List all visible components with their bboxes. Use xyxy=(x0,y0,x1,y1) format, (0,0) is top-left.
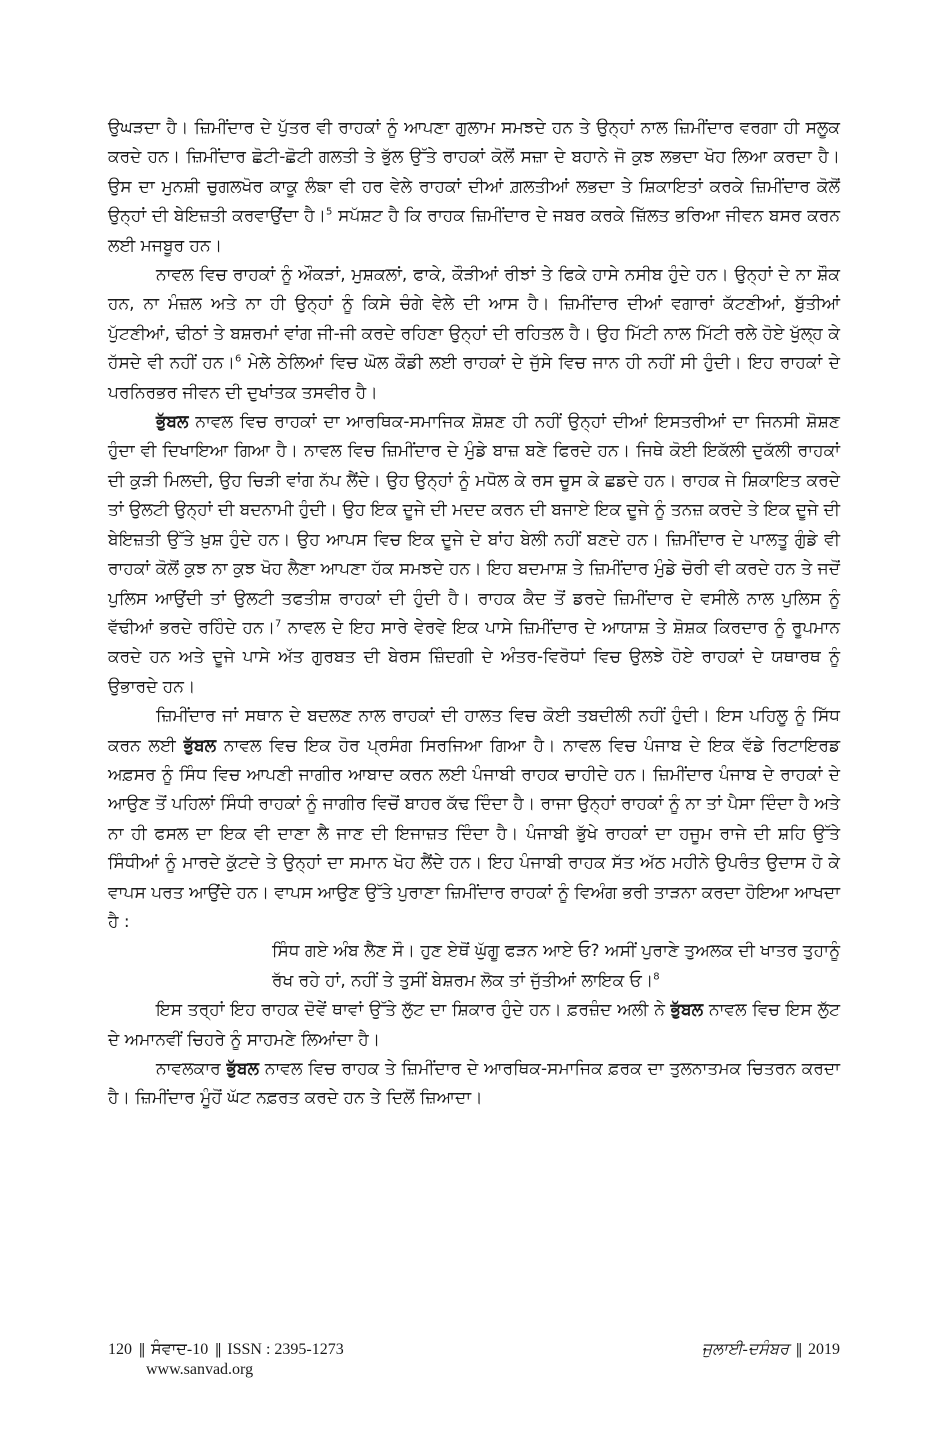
paragraph xyxy=(108,114,840,261)
paragraph-group xyxy=(108,114,840,937)
issue-year: 2019 xyxy=(808,1341,840,1358)
website-url: www.sanvad.org xyxy=(146,1361,254,1378)
paragraph xyxy=(108,1055,840,1114)
text-run: ਨਾਵਲ ਵਿਚ ਰਾਹਕਾਂ ਦਾ ਆਰਥਿਕ-ਸਮਾਜਿਕ ਸ਼ੋਸ਼ਣ ਹੀ ਨਹੀਂ ਉਨ੍ਹਾਂ ਦੀਆਂ ਇਸਤਰੀਆਂ ਦਾ ਜਿਨਸੀ ਸ਼ੋਸ਼ਣ ਹੁੰਦਾ ਵੀ ਦਿਖਾਇਆ ਗਿਆ ਹੈ। ਨਾਵਲ ਵਿਚ ਜ਼ਿਮੀਂਦਾਰ ਦੇ ਮੁੰਡੇ ਬਾਜ਼ ਬਣੇ ਫਿਰਦੇ ਹਨ। ਜਿਥੇ ਕੋਈ ਇਕੱਲੀ ਦੁਕੱਲੀ ਰਾਹਕਾਂ ਦੀ ਕੁੜੀ ਮਿਲਦੀ, ਉਹ ਚਿੜੀ ਵਾਂਗ ਨੱਪ ਲੈਂਦੇ। ਉਹ ਉਨ੍ਹਾਂ ਨੂੰ ਮਧੋਲ ਕੇ ਰਸ ਚੂਸ ਕੇ ਛਡਦੇ ਹਨ। ਰਾਹਕ ਜੇ ਸ਼ਿਕਾਇਤ ਕਰਦੇ ਤਾਂ ਉਲਟੀ ਉਨ੍ਹਾਂ ਦੀ ਬਦਨਾਮੀ ਹੁੰਦੀ। ਉਹ ਇਕ ਦੂਜੇ ਦੀ ਮਦਦ ਕਰਨ ਦੀ ਬਜਾਏ ਇਕ ਦੂਜੇ ਨੂੰ ਤਨਜ਼ ਕਰਦੇ ਤੇ ਇਕ ਦੂਜੇ ਦੀ ਬੇਇਜ਼ਤੀ ਉੱਤੇ ਖ਼ੁਸ਼ ਹੁੰਦੇ ਹਨ। ਉਹ ਆਪਸ ਵਿਚ ਇਕ ਦੂਜੇ ਦੇ ਬਾਂਹ ਬੇਲੀ ਨਹੀਂ ਬਣਦੇ ਹਨ। ਜ਼ਿਮੀਂਦਾਰ ਦੇ ਪਾਲਤੂ ਗੁੰਡੇ ਵੀ ਰਾਹਕਾਂ ਕੋਲੋਂ ਕੁਝ ਨਾ ਕੁਝ ਖੋਹ ਲੈਣਾ ਆਪਣਾ ਹੱਕ ਸਮਝਦੇ ਹਨ। ਇਹ ਬਦਮਾਸ਼ ਤੇ ਜ਼ਿਮੀਂਦਾਰ ਮੁੰਡੇ ਚੋਰੀ ਵੀ ਕਰਦੇ ਹਨ ਤੇ ਜਦੋਂ ਪੁਲਿਸ ਆਉਂਦੀ ਤਾਂ ਉਲਟੀ ਤਫਤੀਸ਼ ਰਾਹਕਾਂ ਦੀ ਹੁੰਦੀ ਹੈ। ਰਾਹਕ ਕੈਦ ਤੋਂ ਡਰਦੇ ਜ਼ਿਮੀਂਦਾਰ ਦੇ ਵਸੀਲੇ ਨਾਲ ਪੁਲਿਸ ਨੂੰ ਵੱਢੀਆਂ ਭਰਦੇ ਰਹਿੰਦੇ ਹਨ। xyxy=(108,412,840,638)
block-quote xyxy=(272,937,840,996)
footer-separator: || xyxy=(139,1341,145,1358)
text-run: ਉਘੜਦਾ ਹੈ। ਜ਼ਿਮੀਂਦਾਰ ਦੇ ਪੁੱਤਰ ਵੀ ਰਾਹਕਾਂ ਨੂੰ ਆਪਣਾ ਗੁਲਾਮ ਸਮਝਦੇ ਹਨ ਤੇ ਉਨ੍ਹਾਂ ਨਾਲ ਜ਼ਿਮੀਂਦਾਰ ਵਰਗਾ ਹੀ ਸਲੂਕ ਕਰਦੇ ਹਨ। ਜ਼ਿਮੀਂਦਾਰ ਛੋਟੀ-ਛੋਟੀ ਗਲਤੀ ਤੇ ਭੁੱਲ ਉੱਤੇ ਰਾਹਕਾਂ ਕੋਲੋਂ ਸਜ਼ਾ ਦੇ ਬਹਾਨੇ ਜੋ ਕੁਝ ਲਭਦਾ ਖੋਹ ਲਿਆ ਕਰਦਾ ਹੈ। ਉਸ ਦਾ ਮੁਨਸ਼ੀ ਚੁਗਲਖੋਰ ਕਾਕੂ ਲੰਙਾ ਵੀ ਹਰ ਵੇਲੇ ਰਾਹਕਾਂ ਦੀਆਂ ਗ਼ਲਤੀਆਂ ਲਭਦਾ ਤੇ ਸ਼ਿਕਾਇਤਾਂ ਕਰਕੇ ਜ਼ਿਮੀਂਦਾਰ ਕੋਲੋਂ ਉਨ੍ਹਾਂ ਦੀ ਬੇਇਜ਼ਤੀ ਕਰਵਾਉਂਦਾ ਹੈ। xyxy=(108,118,840,227)
text-run: ਸਿੰਧ ਗਏ ਅੰਬ ਲੈਣ ਸੌ। ਹੁਣ ਏਥੋਂ ਘੁੱਗੂ ਫੜਨ ਆਏ ਓ? ਅਸੀਂ ਪੁਰਾਣੇ ਤੁਅਲਕ ਦੀ ਖਾਤਰ ਤੁਹਾਨੂੰ ਰੱਖ ਰਹੇ ਹਾਂ, ਨਹੀਂ ਤੇ ਤੁਸੀਂ ਬੇਸ਼ਰਮ ਲੋਕ ਤਾਂ ਜੁੱਤੀਆਂ ਲਾਇਕ ਓ। xyxy=(272,941,840,991)
text-run: ਨਾਵਲ ਵਿਚ ਰਾਹਕਾਂ ਨੂੰ ਔਕੜਾਂ, ਮੁਸ਼ਕਲਾਂ, ਫਾਕੇ, ਕੌੜੀਆਂ ਰੀਝਾਂ ਤੇ ਫਿਕੇ ਹਾਸੇ ਨਸੀਬ ਹੁੰਦੇ ਹਨ। ਉਨ੍ਹਾਂ ਦੇ ਨਾ ਸ਼ੌਕ ਹਨ, ਨਾ ਮੰਜ਼ਲ ਅਤੇ ਨਾ ਹੀ ਉਨ੍ਹਾਂ ਨੂੰ ਕਿਸੇ ਚੰਗੇ ਵੇਲੇ ਦੀ ਆਸ ਹੈ। ਜ਼ਿਮੀਂਦਾਰ ਦੀਆਂ ਵਗਾਰਾਂ ਕੱਟਣੀਆਂ, ਬੁੱਤੀਆਂ ਪੁੱਟਣੀਆਂ, ਢੀਠਾਂ ਤੇ ਬਸ਼ਰਮਾਂ ਵਾਂਗ ਜੀ-ਜੀ ਕਰਦੇ ਰਹਿਣਾ ਉਨ੍ਹਾਂ ਦੀ ਰਹਿਤਲ ਹੈ। ਉਹ ਮਿੱਟੀ ਨਾਲ ਮਿੱਟੀ ਰਲੇ ਹੋਏ ਖੁੱਲ੍ਹ ਕੇ ਹੱਸਦੇ ਵੀ ਨਹੀਂ ਹਨ। xyxy=(108,265,840,374)
text-run: ਨਾਵਲ ਵਿਚ ਇਕ ਹੋਰ ਪ੍ਰਸੰਗ ਸਿਰਜਿਆ ਗਿਆ ਹੈ। ਨਾਵਲ ਵਿਚ ਪੰਜਾਬ ਦੇ ਇਕ ਵੱਡੇ ਰਿਟਾਇਰਡ ਅਫ਼ਸਰ ਨੂੰ ਸਿੰਧ ਵਿਚ ਆਪਣੀ ਜਾਗੀਰ ਆਬਾਦ ਕਰਨ ਲਈ ਪੰਜਾਬੀ ਰਾਹਕ ਚਾਹੀਦੇ ਹਨ। ਜ਼ਿਮੀਂਦਾਰ ਪੰਜਾਬ ਦੇ ਰਾਹਕਾਂ ਦੇ ਆਉਣ ਤੋਂ ਪਹਿਲਾਂ ਸਿੰਧੀ ਰਾਹਕਾਂ ਨੂੰ ਜਾਗੀਰ ਵਿਚੋਂ ਬਾਹਰ ਕੱਢ ਦਿੰਦਾ ਹੈ। ਰਾਜਾ ਉਨ੍ਹਾਂ ਰਾਹਕਾਂ ਨੂੰ ਨਾ ਤਾਂ ਪੈਸਾ ਦਿੰਦਾ ਹੈ ਅਤੇ ਨਾ ਹੀ ਫਸਲ ਦਾ ਇਕ ਵੀ ਦਾਣਾ ਲੈ ਜਾਣ ਦੀ ਇਜਾਜ਼ਤ ਦਿੰਦਾ ਹੈ। ਪੰਜਾਬੀ ਭੁੱਖੇ ਰਾਹਕਾਂ ਦਾ ਹਜੂਮ ਰਾਜੇ ਦੀ ਸ਼ਹਿ ਉੱਤੇ ਸਿੰਧੀਆਂ ਨੂੰ ਮਾਰਦੇ ਕੁੱਟਦੇ ਤੇ ਉਨ੍ਹਾਂ ਦਾ ਸਮਾਨ ਖੋਹ ਲੈਂਦੇ ਹਨ। ਇਹ ਪੰਜਾਬੀ ਰਾਹਕ ਸੱਤ ਅੱਠ ਮਹੀਨੇ ਉਪਰੰਤ ਉਦਾਸ ਹੋ ਕੇ ਵਾਪਸ ਪਰਤ ਆਉਂਦੇ ਹਨ। ਵਾਪਸ ਆਉਣ ਉੱਤੇ ਪੁਰਾਣਾ ਜ਼ਿਮੀਂਦਾਰ ਰਾਹਕਾਂ ਨੂੰ ਵਿਅੰਗ ਭਰੀ ਤਾੜਨਾ ਕਰਦਾ ਹੋਇਆ ਆਖਦਾ ਹੈ : xyxy=(108,735,840,932)
paragraph xyxy=(108,996,840,1055)
issue-period: ਜੁਲਾਈ-ਦਸੰਬਰ xyxy=(701,1341,789,1358)
novel-title: ਭੁੱਬਲ xyxy=(226,1059,259,1079)
text-run: ਸਪੱਸ਼ਟ ਹੈ ਕਿ ਰਾਹਕ ਜ਼ਿਮੀਂਦਾਰ ਦੇ ਜਬਰ ਕਰਕੇ ਜ਼ਿੱਲਤ ਭਰਿਆ ਜੀਵਨ ਬਸਰ ਕਰਨ ਲਈ ਮਜਬੂਰ ਹਨ। xyxy=(108,206,840,256)
novel-title: ਭੁੱਬਲ xyxy=(670,1000,704,1021)
text-run: ਜ਼ਿਮੀਂਦਾਰ ਜਾਂ ਸਥਾਨ ਦੇ ਬਦਲਣ ਨਾਲ ਰਾਹਕਾਂ ਦੀ ਹਾਲਤ ਵਿਚ ਕੋਈ ਤਬਦੀਲੀ ਨਹੀਂ ਹੁੰਦੀ। ਇਸ ਪਹਿਲੂ ਨੂੰ ਸਿੱਧ ਕਰਨ ਲਈ xyxy=(108,706,840,756)
footnote-marker: 5 xyxy=(325,206,333,218)
paragraph xyxy=(108,702,840,937)
footnote-marker: 8 xyxy=(653,971,660,983)
footer-left xyxy=(108,1340,344,1360)
text-run: ਨਾਵਲ ਦੇ ਇਹ ਸਾਰੇ ਵੇਰਵੇ ਇਕ ਪਾਸੇ ਜ਼ਿਮੀਂਦਾਰ ਦੇ ਆਯਾਸ਼ ਤੇ ਸ਼ੋਸ਼ਕ ਕਿਰਦਾਰ ਨੂੰ ਰੂਪਮਾਨ ਕਰਦੇ ਹਨ ਅਤੇ ਦੂਜੇ ਪਾਸੇ ਅੱਤ ਗੁਰਬਤ ਦੀ ਬੇਰਸ ਜ਼ਿੰਦਗੀ ਦੇ ਅੰਤਰ-ਵਿਰੋਧਾਂ ਵਿਚ ਉਲਝੇ ਹੋਏ ਰਾਹਕਾਂ ਦੇ ਯਥਾਰਥ ਨੂੰ ਉਭਾਰਦੇ ਹਨ। xyxy=(108,617,840,697)
text-run: ਨਾਵਲ ਵਿਚ ਰਾਹਕ ਤੇ ਜ਼ਿਮੀਂਦਾਰ ਦੇ ਆਰਥਿਕ-ਸਮਾਜਿਕ ਫ਼ਰਕ ਦਾ ਤੁਲਨਾਤਮਕ ਚਿਤਰਨ ਕਰਦਾ ਹੈ। ਜ਼ਿਮੀਂਦਾਰ ਮੂੰਹੋਂ ਘੱਟ ਨਫ਼ਰਤ ਕਰਦੇ ਹਨ ਤੇ ਦਿਲੋਂ ਜ਼ਿਆਦਾ। xyxy=(108,1059,840,1109)
paragraph xyxy=(108,261,840,408)
paragraph xyxy=(108,408,840,702)
journal-name: ਸੰਵਾਦ-10 xyxy=(151,1341,209,1358)
novel-title: ਭੁੱਬਲ xyxy=(183,735,217,756)
page-number: 120 xyxy=(108,1341,132,1358)
text-run: ਮੇਲੇ ਠੇਲਿਆਂ ਵਿਚ ਘੋਲ ਕੌਡੀ ਲਈ ਰਾਹਕਾਂ ਦੇ ਜੁੱਸੇ ਵਿਚ ਜਾਨ ਹੀ ਨਹੀਂ ਸੀ ਹੁੰਦੀ। ਇਹ ਰਾਹਕਾਂ ਦੇ ਪਰਨਿਰਭਰ ਜੀਵਨ ਦੀ ਦੁਖਾਂਤਕ ਤਸਵੀਰ ਹੈ। xyxy=(108,353,841,403)
footer-separator: || xyxy=(215,1341,221,1358)
issn: ISSN : 2395-1273 xyxy=(227,1341,344,1358)
text-run: ਇਸ ਤਰ੍ਹਾਂ ਇਹ ਰਾਹਕ ਦੋਵੇਂ ਥਾਵਾਂ ਉੱਤੇ ਲੁੱਟ ਦਾ ਸ਼ਿਕਾਰ ਹੁੰਦੇ ਹਨ। ਫ਼ਰਜ਼ੰਦ ਅਲੀ ਨੇ xyxy=(156,1000,671,1021)
footnote-marker: 6 xyxy=(235,353,242,365)
text-run: ਨਾਵਲਕਾਰ xyxy=(156,1059,227,1079)
footer-right xyxy=(702,1340,840,1360)
novel-title: ਭੁੱਬਲ xyxy=(156,412,189,433)
footer-separator: || xyxy=(795,1341,801,1358)
paragraph-group xyxy=(108,996,840,1114)
footnote-marker: 7 xyxy=(275,618,282,630)
article-body xyxy=(108,114,840,1114)
text-run: ਨਾਵਲ ਵਿਚ ਇਸ ਲੁੱਟ ਦੇ ਅਮਾਨਵੀਂ ਚਿਹਰੇ ਨੂੰ ਸਾਹਮਣੇ ਲਿਆਂਦਾ ਹੈ। xyxy=(108,1000,840,1050)
